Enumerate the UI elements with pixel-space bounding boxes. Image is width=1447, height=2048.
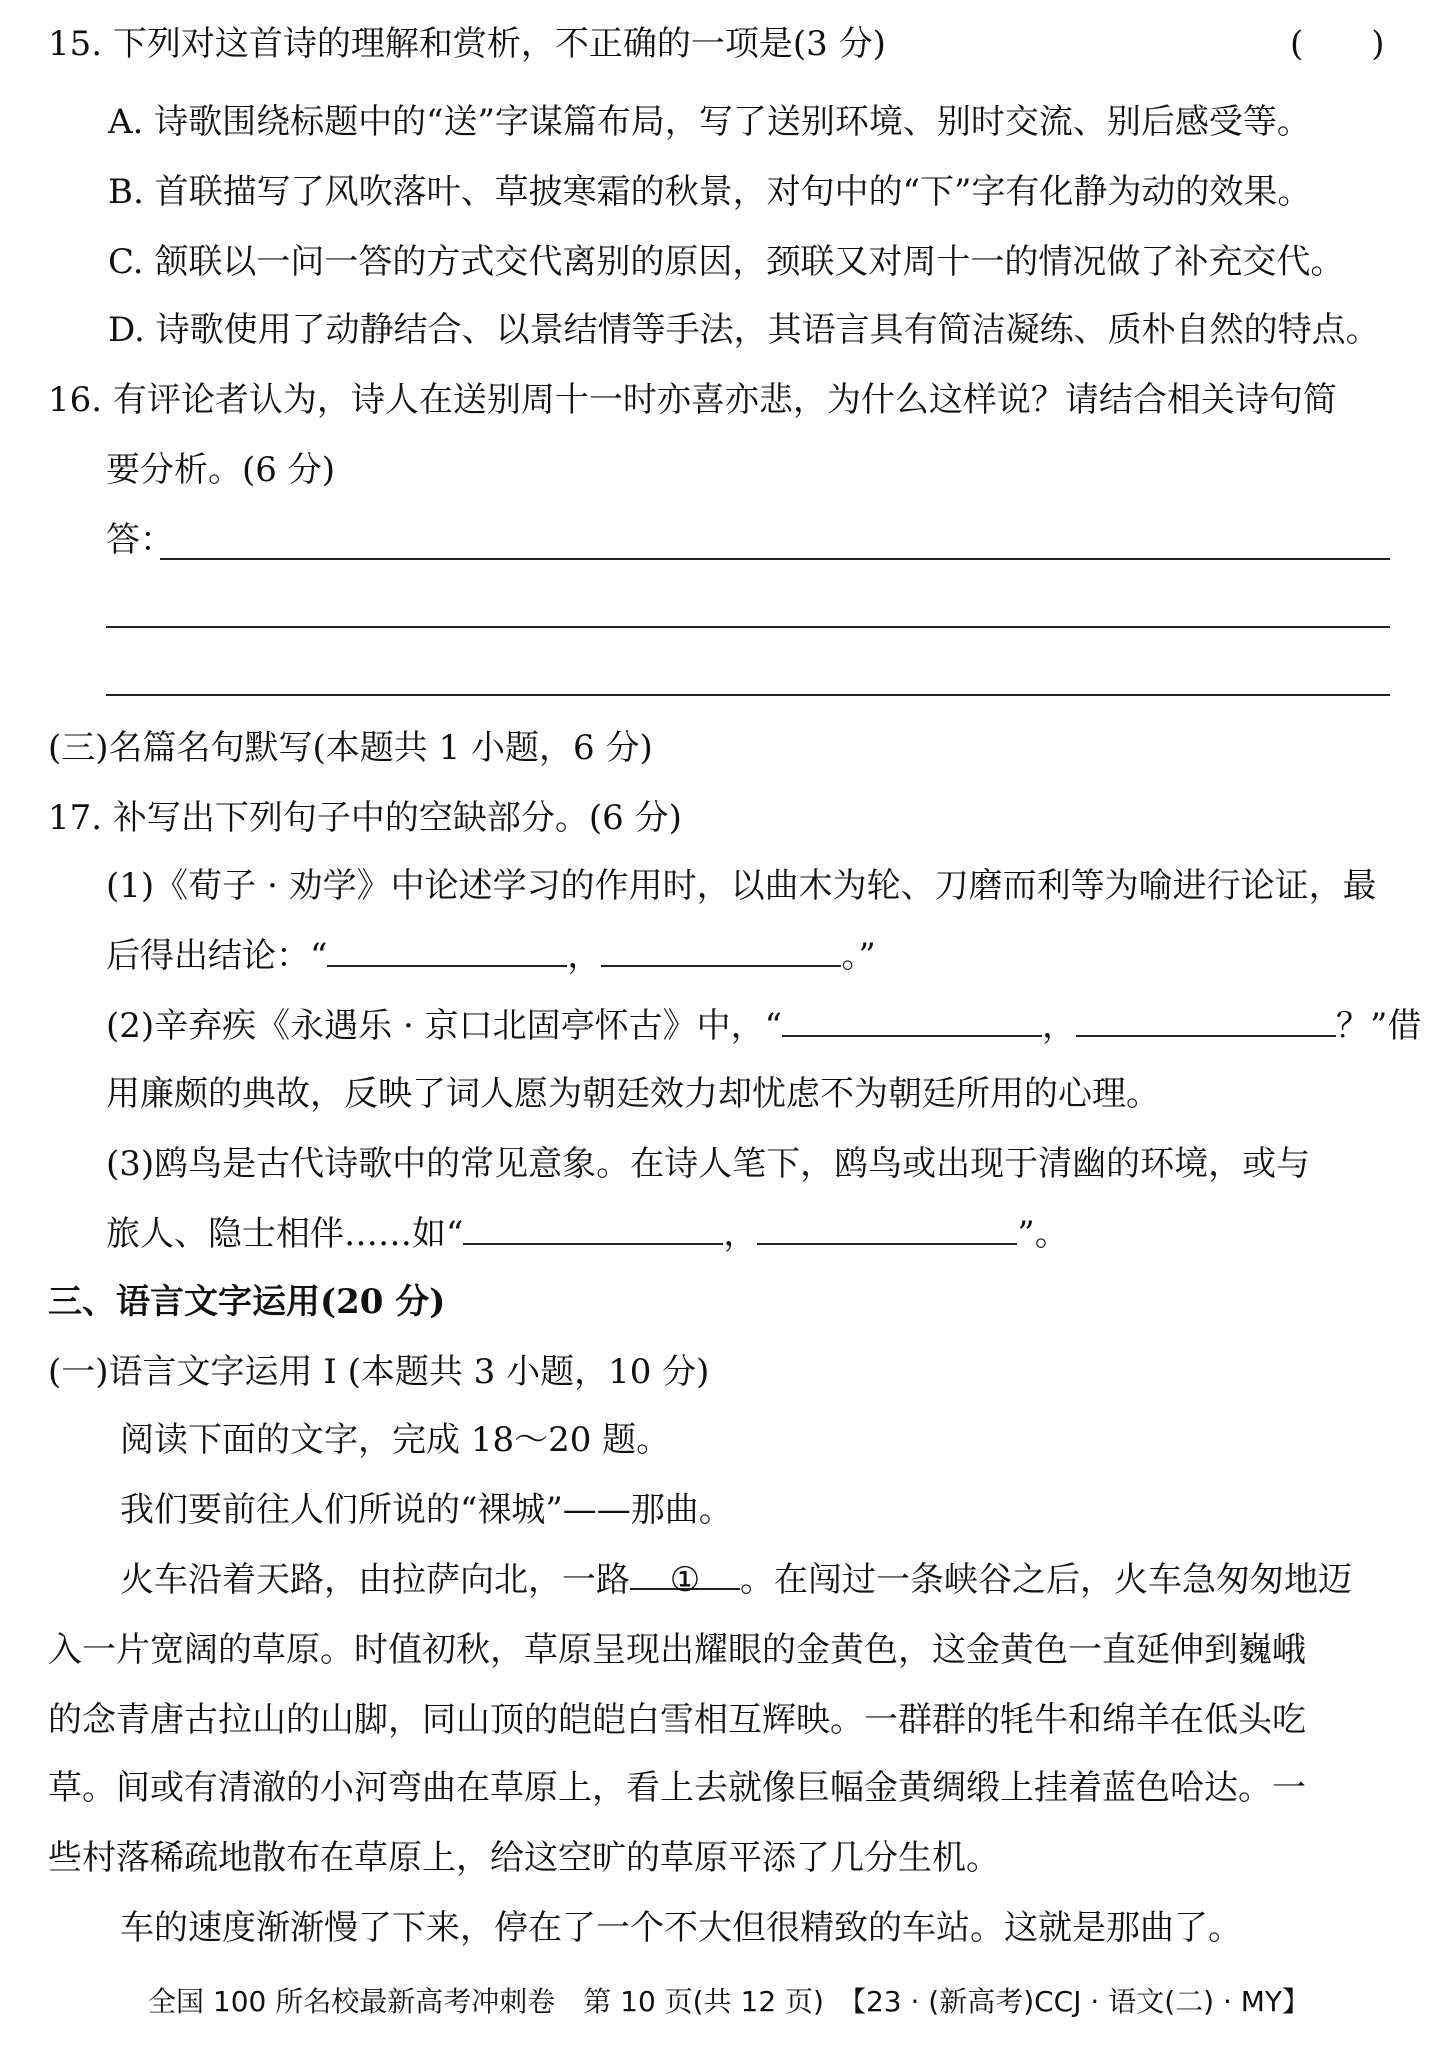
option-a: A. 诗歌围绕标题中的“送”字谋篇布局，写了送别环境、别时交流、别后感受等。: [108, 102, 1311, 142]
question-17-stem: 17. 补写出下列句子中的空缺部分。(6 分): [48, 798, 682, 838]
page-footer: 全国 100 所名校最新高考冲刺卷 第 10 页(共 12 页) 【23 · (新高考)CCJ · 语文(二) · MY】: [148, 1985, 1311, 2018]
text-segment: (2)辛弃疾《永遇乐 · 京口北固亭怀古》中，“: [106, 1006, 782, 1046]
passage-instruction: 阅读下面的文字，完成 18～20 题。: [120, 1420, 671, 1460]
text-segment: ，: [723, 1214, 758, 1254]
answer-label: 答：: [106, 520, 174, 560]
fill-blank: [327, 935, 567, 967]
answer-line: [106, 626, 1390, 628]
q17-sub3-line1: (3)鸥鸟是古代诗歌中的常见意象。在诗人笔下，鸥鸟或出现于清幽的环境，或与: [106, 1144, 1311, 1184]
passage-line: 的念青唐古拉山的山脚，同山顶的皑皑白雪相互辉映。一群群的牦牛和绵羊在低头吃: [48, 1700, 1306, 1740]
text-segment: 。在闯过一条峡谷之后，火车急匆匆地迈: [740, 1560, 1352, 1600]
passage-line: 草。间或有清澈的小河弯曲在草原上，看上去就像巨幅金黄绸缎上挂着蓝色哈达。一: [48, 1768, 1306, 1808]
q17-sub1-line1: (1)《荀子 · 劝学》中论述学习的作用时，以曲木为轮、刀磨而利等为喻进行论证，最: [106, 866, 1377, 906]
text-segment: ”。: [1017, 1214, 1069, 1254]
fill-blank: [782, 1005, 1042, 1037]
q17-sub2-line2: 用廉颇的典故，反映了词人愿为朝廷效力却忧虑不为朝廷所用的心理。: [106, 1074, 1160, 1114]
text-segment: 后得出结论：“: [106, 936, 328, 976]
question-16-line2: 要分析。(6 分): [106, 450, 335, 490]
text-segment: 火车沿着天路，由拉萨向北，一路: [120, 1560, 630, 1600]
text-segment: ，: [567, 936, 602, 976]
text-segment: ？”借: [1335, 1006, 1422, 1046]
text-segment: 旅人、隐士相伴……如“: [106, 1214, 464, 1254]
passage-line: 些村落稀疏地散布在草原上，给这空旷的草原平添了几分生机。: [48, 1838, 1000, 1878]
answer-line: [160, 558, 1390, 560]
option-d: D. 诗歌使用了动静结合、以景结情等手法，其语言具有简洁凝练、质朴自然的特点。: [108, 310, 1380, 350]
option-b: B. 首联描写了风吹落叶、草披寒霜的秋景，对句中的“下”字有化静为动的效果。: [108, 172, 1312, 212]
passage-line: 入一片宽阔的草原。时值初秋，草原呈现出耀眼的金黄色，这金黄色一直延伸到巍峨: [48, 1630, 1306, 1670]
fill-blank: [463, 1213, 723, 1245]
q17-sub1-line2: [106, 934, 876, 978]
section-heading: (三)名篇名句默写(本题共 1 小题，6 分): [48, 728, 653, 768]
fill-blank: [601, 935, 841, 967]
fill-blank: [757, 1213, 1017, 1245]
answer-line: [106, 694, 1390, 696]
answer-parenthesis: ( ): [1290, 24, 1385, 64]
passage-paragraph: 车的速度渐渐慢了下来，停在了一个不大但很精致的车站。这就是那曲了。: [120, 1908, 1242, 1948]
passage-paragraph: 我们要前往人们所说的“裸城”——那曲。: [120, 1490, 733, 1530]
question-15-stem: 15. 下列对这首诗的理解和赏析，不正确的一项是(3 分): [48, 24, 886, 64]
fill-blank: [1076, 1005, 1336, 1037]
text-segment: ，: [1041, 1006, 1076, 1046]
text-segment: 。”: [841, 936, 876, 976]
numbered-blank: ①: [630, 1558, 740, 1590]
part-heading: 三、语言文字运用(20 分): [48, 1282, 446, 1322]
question-16-line1: 16. 有评论者认为，诗人在送别周十一时亦喜亦悲，为什么这样说？请结合相关诗句简: [48, 380, 1337, 420]
option-c: C. 颔联以一问一答的方式交代离别的原因，颈联又对周十一的情况做了补充交代。: [108, 242, 1345, 282]
subsection-heading: (一)语言文字运用 Ⅰ (本题共 3 小题，10 分): [48, 1352, 710, 1392]
q17-sub3-line2: [106, 1212, 1069, 1256]
q17-sub2-line1: [106, 1004, 1421, 1048]
passage-paragraph: [120, 1558, 1352, 1602]
